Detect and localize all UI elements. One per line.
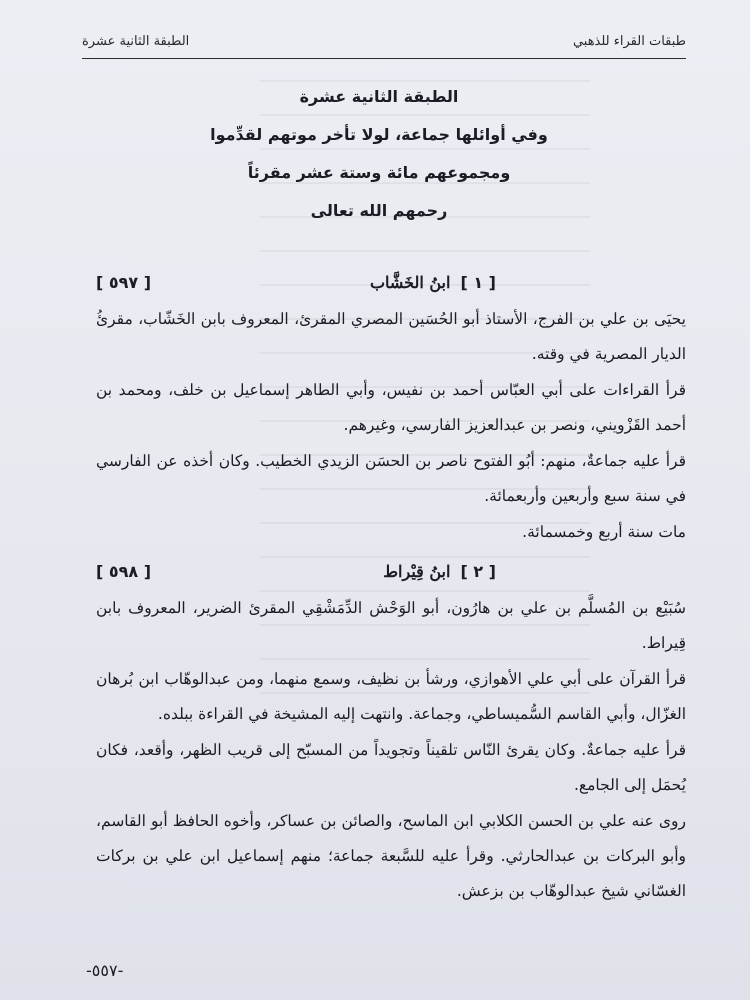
paragraph: قرأ القراءات على أبي العبّاس أحمد بن نفيس، وأبي الطاهر إسماعيل بن خلف، ومحمد بن أحمد القَزْويني، ونصر بن عبدالعزيز الفارسي، وغيرهم. xyxy=(96,381,686,434)
entry-name: ابنُ قِيْراط xyxy=(383,561,451,581)
entry-number: [ ٥٩٧ ] xyxy=(96,272,152,292)
entry-title xyxy=(370,265,496,300)
entry-index: [ ١ ] xyxy=(460,272,496,292)
running-header xyxy=(82,34,686,49)
body-text xyxy=(96,262,686,910)
entry-name: ابنُ الخَشَّاب xyxy=(369,272,451,292)
section-title-block xyxy=(70,78,688,230)
section-subtitle-2: ومجموعهم مائة وستة عشر مقرئاً xyxy=(247,163,511,182)
paragraph: مات سنة أربع وخمسمائة. xyxy=(522,523,686,541)
paragraph: قرأ عليه جماعةٌ، منهم: أبُو الفتوح ناصر بن الحسَن الزيدي الخطيب. وكان أخذه عن الفارسي في سنة سبع وأربعين وأربعمائة. xyxy=(96,452,686,505)
paragraph: سُبَيْع بن المُسلَّم بن علي بن هارُون، أبو الوَحْش الدِّمَشْقِي المقرئ الضرير، المعروف بابن قِيراط. xyxy=(96,599,686,652)
header-book-title: طبقات القراء للذهبي xyxy=(572,34,686,49)
entry-heading xyxy=(96,551,686,591)
section-subtitle-3: رحمهم الله تعالى xyxy=(310,201,448,220)
section-subtitle-1: وفي أوائلها جماعة، لولا تأخر موتهم لقدِّموا xyxy=(210,125,548,144)
paragraph: روى عنه علي بن الحسن الكلابي ابن الماسح، والصائن بن عساكر، وأخوه الحافظ أبو القاسم، وأبو البركات بن عبدالحارثي. وقرأ عليه للسَّبعة جماعة؛ منهم إسماعيل ابن علي بن بركات الغسّاني شيخ عبدالوهّاب بن بزعش. xyxy=(96,812,686,900)
header-rule xyxy=(82,58,686,59)
section-title: الطبقة الثانية عشرة xyxy=(299,87,459,106)
paragraph: قرأ عليه جماعةٌ. وكان يقرئ النّاس تلقيناً وتجويداً من المسبّح إلى قريب الظهر، وأقعد، فكان يُحمَل إلى الجامع. xyxy=(96,741,686,794)
entry-heading xyxy=(96,262,686,302)
entry-index: [ ٢ ] xyxy=(460,561,496,581)
paragraph: قرأ القرآن على أبي علي الأهوازي، ورشأ بن نظيف، وسمع منهما، ومن عبدالوهّاب ابن بُرهان الغزّال، وأبي القاسم السُّميساطي، وجماعة. وانتهت إليه المشيخة في القراءة ببلده. xyxy=(96,670,686,723)
entry-number: [ ٥٩٨ ] xyxy=(96,561,152,581)
entry-title xyxy=(383,554,496,589)
paragraph: يحيَى بن علي بن الفرج، الأستاذ أبو الحُسَين المصري المقرئ، المعروف بابن الخَشّاب، مقرئُ الديار المصرية في وقته. xyxy=(96,310,686,363)
page-number: -٥٥٧- xyxy=(86,961,124,980)
header-section-title: الطبقة الثانية عشرة xyxy=(82,34,190,49)
